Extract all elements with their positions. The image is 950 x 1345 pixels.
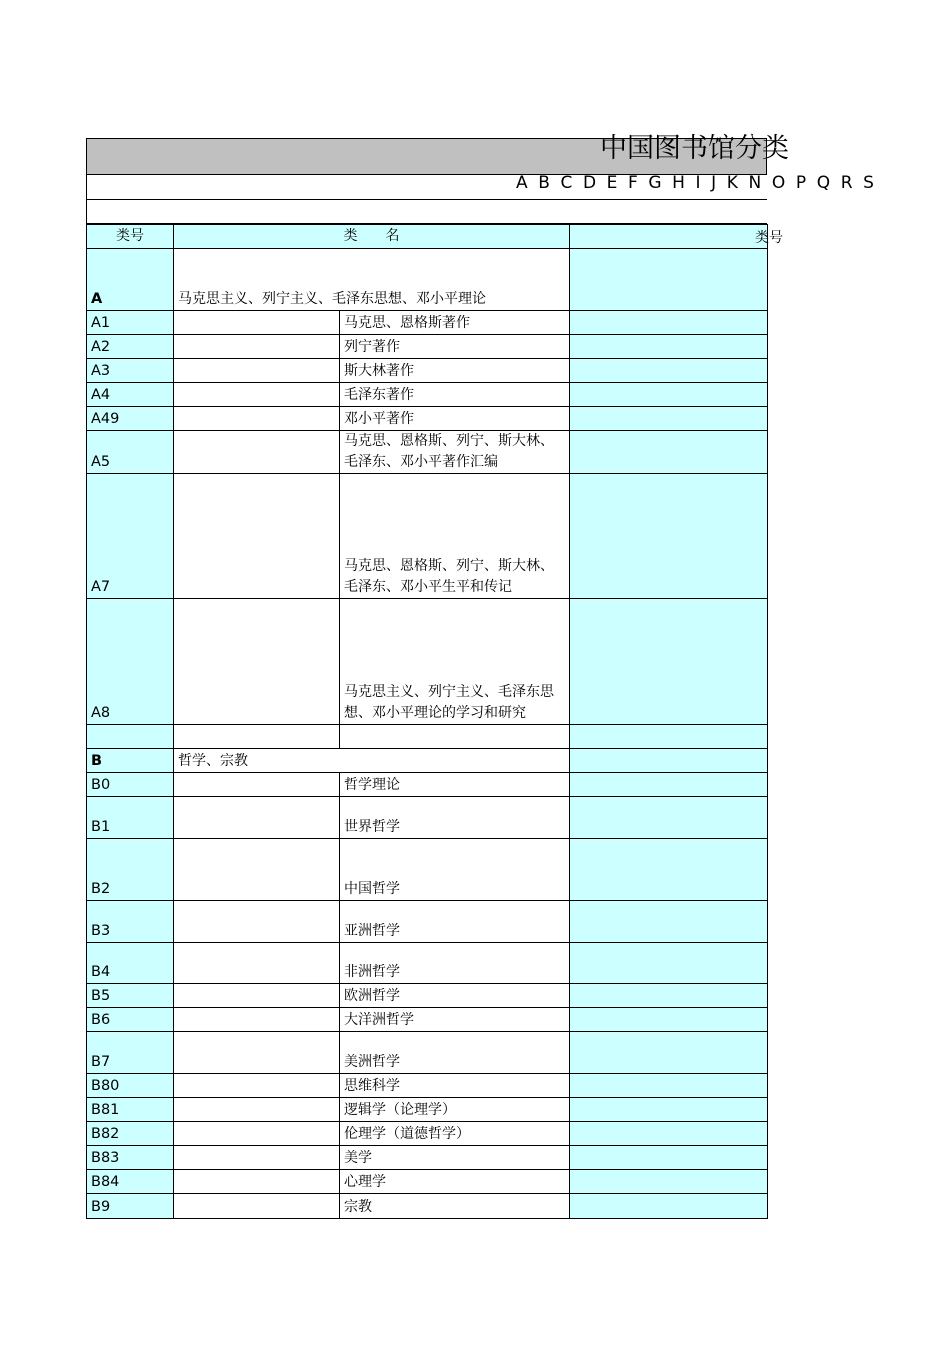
- header-right-label: 类号: [755, 230, 783, 246]
- table-row: [87, 749, 768, 773]
- class-name: 中国哲学: [340, 839, 570, 901]
- table-row: [87, 1032, 768, 1074]
- class-code: B9: [87, 1194, 174, 1219]
- class-name: 马克思、恩格斯、列宁、斯大林、毛泽东、邓小平生平和传记: [340, 474, 570, 599]
- class-name: 非洲哲学: [340, 943, 570, 984]
- class-code: A: [87, 249, 174, 311]
- classification-table: [86, 224, 768, 1219]
- right-cell: [570, 943, 768, 984]
- class-name: 哲学理论: [340, 773, 570, 797]
- class-name: 世界哲学: [340, 797, 570, 839]
- blank-cell: [174, 839, 340, 901]
- right-cell: [570, 797, 768, 839]
- table-row: [87, 901, 768, 943]
- right-cell: [570, 1074, 768, 1098]
- table-row: [87, 797, 768, 839]
- class-code: B5: [87, 984, 174, 1008]
- class-code: A1: [87, 311, 174, 335]
- class-code: A4: [87, 383, 174, 407]
- class-code: B0: [87, 773, 174, 797]
- right-cell: [570, 359, 768, 383]
- right-cell: [570, 1170, 768, 1194]
- table-row: [87, 431, 768, 474]
- class-code: [87, 725, 174, 749]
- class-name: 斯大林著作: [340, 359, 570, 383]
- table-row: [87, 773, 768, 797]
- blank-cell: [174, 407, 340, 431]
- table-row: [87, 725, 768, 749]
- class-code: B: [87, 749, 174, 773]
- right-cell: [570, 1098, 768, 1122]
- class-name-main: 马克思主义、列宁主义、毛泽东思想、邓小平理论: [174, 249, 570, 311]
- right-cell: [570, 749, 768, 773]
- right-cell: [570, 311, 768, 335]
- class-name: 美学: [340, 1146, 570, 1170]
- blank-cell: [174, 335, 340, 359]
- class-name: 伦理学（道德哲学）: [340, 1122, 570, 1146]
- class-name: 心理学: [340, 1170, 570, 1194]
- header-name: 类 名: [174, 225, 570, 249]
- class-code: B84: [87, 1170, 174, 1194]
- right-cell: [570, 431, 768, 474]
- class-name: 亚洲哲学: [340, 901, 570, 943]
- class-code: A2: [87, 335, 174, 359]
- header-code: 类号: [87, 225, 174, 249]
- blank-cell: [174, 431, 340, 474]
- table-row: [87, 943, 768, 984]
- right-cell: [570, 335, 768, 359]
- class-name: 逻辑学（论理学）: [340, 1098, 570, 1122]
- table-row: [87, 474, 768, 599]
- header-right: [570, 225, 768, 249]
- right-cell: [570, 725, 768, 749]
- blank-cell: [174, 383, 340, 407]
- class-code: B7: [87, 1032, 174, 1074]
- blank-cell: [174, 1032, 340, 1074]
- class-name-main: 哲学、宗教: [174, 749, 570, 773]
- table-row: [87, 311, 768, 335]
- table-row: [87, 1146, 768, 1170]
- table-row: [87, 1074, 768, 1098]
- blank-cell: [174, 943, 340, 984]
- class-code: A8: [87, 599, 174, 725]
- class-name: 马克思、恩格斯、列宁、斯大林、毛泽东、邓小平著作汇编: [340, 431, 570, 474]
- right-cell: [570, 839, 768, 901]
- class-name: 列宁著作: [340, 335, 570, 359]
- blank-cell: [174, 1008, 340, 1032]
- class-code: A7: [87, 474, 174, 599]
- page-title: 中国图书馆分类: [600, 133, 789, 164]
- blank-cell: [174, 725, 340, 749]
- right-cell: [570, 1122, 768, 1146]
- class-name: 大洋洲哲学: [340, 1008, 570, 1032]
- right-cell: [570, 1194, 768, 1219]
- blank-cell: [174, 1194, 340, 1219]
- blank-cell: [174, 1074, 340, 1098]
- table-row: [87, 335, 768, 359]
- blank-cell: [174, 1170, 340, 1194]
- right-cell: [570, 1008, 768, 1032]
- class-code: B4: [87, 943, 174, 984]
- blank-row: [86, 200, 767, 224]
- class-code: A5: [87, 431, 174, 474]
- table-row: [87, 407, 768, 431]
- class-code: A3: [87, 359, 174, 383]
- blank-cell: [174, 984, 340, 1008]
- right-cell: [570, 984, 768, 1008]
- right-cell: [570, 599, 768, 725]
- class-code: B83: [87, 1146, 174, 1170]
- table-row: [87, 1194, 768, 1219]
- right-cell: [570, 249, 768, 311]
- table-row: [87, 249, 768, 311]
- blank-cell: [174, 1146, 340, 1170]
- class-name: 欧洲哲学: [340, 984, 570, 1008]
- blank-cell: [174, 773, 340, 797]
- right-cell: [570, 901, 768, 943]
- right-cell: [570, 1146, 768, 1170]
- class-letters: A B C D E F G H I J K N O P Q R S: [516, 173, 877, 193]
- blank-cell: [174, 797, 340, 839]
- right-cell: [570, 474, 768, 599]
- class-name: 美洲哲学: [340, 1032, 570, 1074]
- class-code: B6: [87, 1008, 174, 1032]
- table-header: [87, 225, 768, 249]
- table-row: [87, 1098, 768, 1122]
- blank-cell: [174, 474, 340, 599]
- table-row: [87, 1122, 768, 1146]
- class-name: 邓小平著作: [340, 407, 570, 431]
- blank-cell: [174, 1098, 340, 1122]
- class-code: B82: [87, 1122, 174, 1146]
- table-row: [87, 599, 768, 725]
- class-name: 马克思、恩格斯著作: [340, 311, 570, 335]
- class-code: B80: [87, 1074, 174, 1098]
- table-row: [87, 839, 768, 901]
- blank-cell: [174, 599, 340, 725]
- blank-cell: [174, 1122, 340, 1146]
- class-name: [340, 725, 570, 749]
- right-cell: [570, 773, 768, 797]
- right-cell: [570, 1032, 768, 1074]
- blank-cell: [174, 359, 340, 383]
- table-row: [87, 1170, 768, 1194]
- class-code: B3: [87, 901, 174, 943]
- table-row: [87, 984, 768, 1008]
- right-cell: [570, 407, 768, 431]
- table-row: [87, 383, 768, 407]
- table-row: [87, 1008, 768, 1032]
- class-code: B1: [87, 797, 174, 839]
- class-code: A49: [87, 407, 174, 431]
- class-code: B81: [87, 1098, 174, 1122]
- class-name: 毛泽东著作: [340, 383, 570, 407]
- blank-cell: [174, 311, 340, 335]
- class-code: B2: [87, 839, 174, 901]
- blank-cell: [174, 901, 340, 943]
- table-row: [87, 359, 768, 383]
- class-name: 马克思主义、列宁主义、毛泽东思想、邓小平理论的学习和研究: [340, 599, 570, 725]
- class-name: 思维科学: [340, 1074, 570, 1098]
- right-cell: [570, 383, 768, 407]
- class-name: 宗教: [340, 1194, 570, 1219]
